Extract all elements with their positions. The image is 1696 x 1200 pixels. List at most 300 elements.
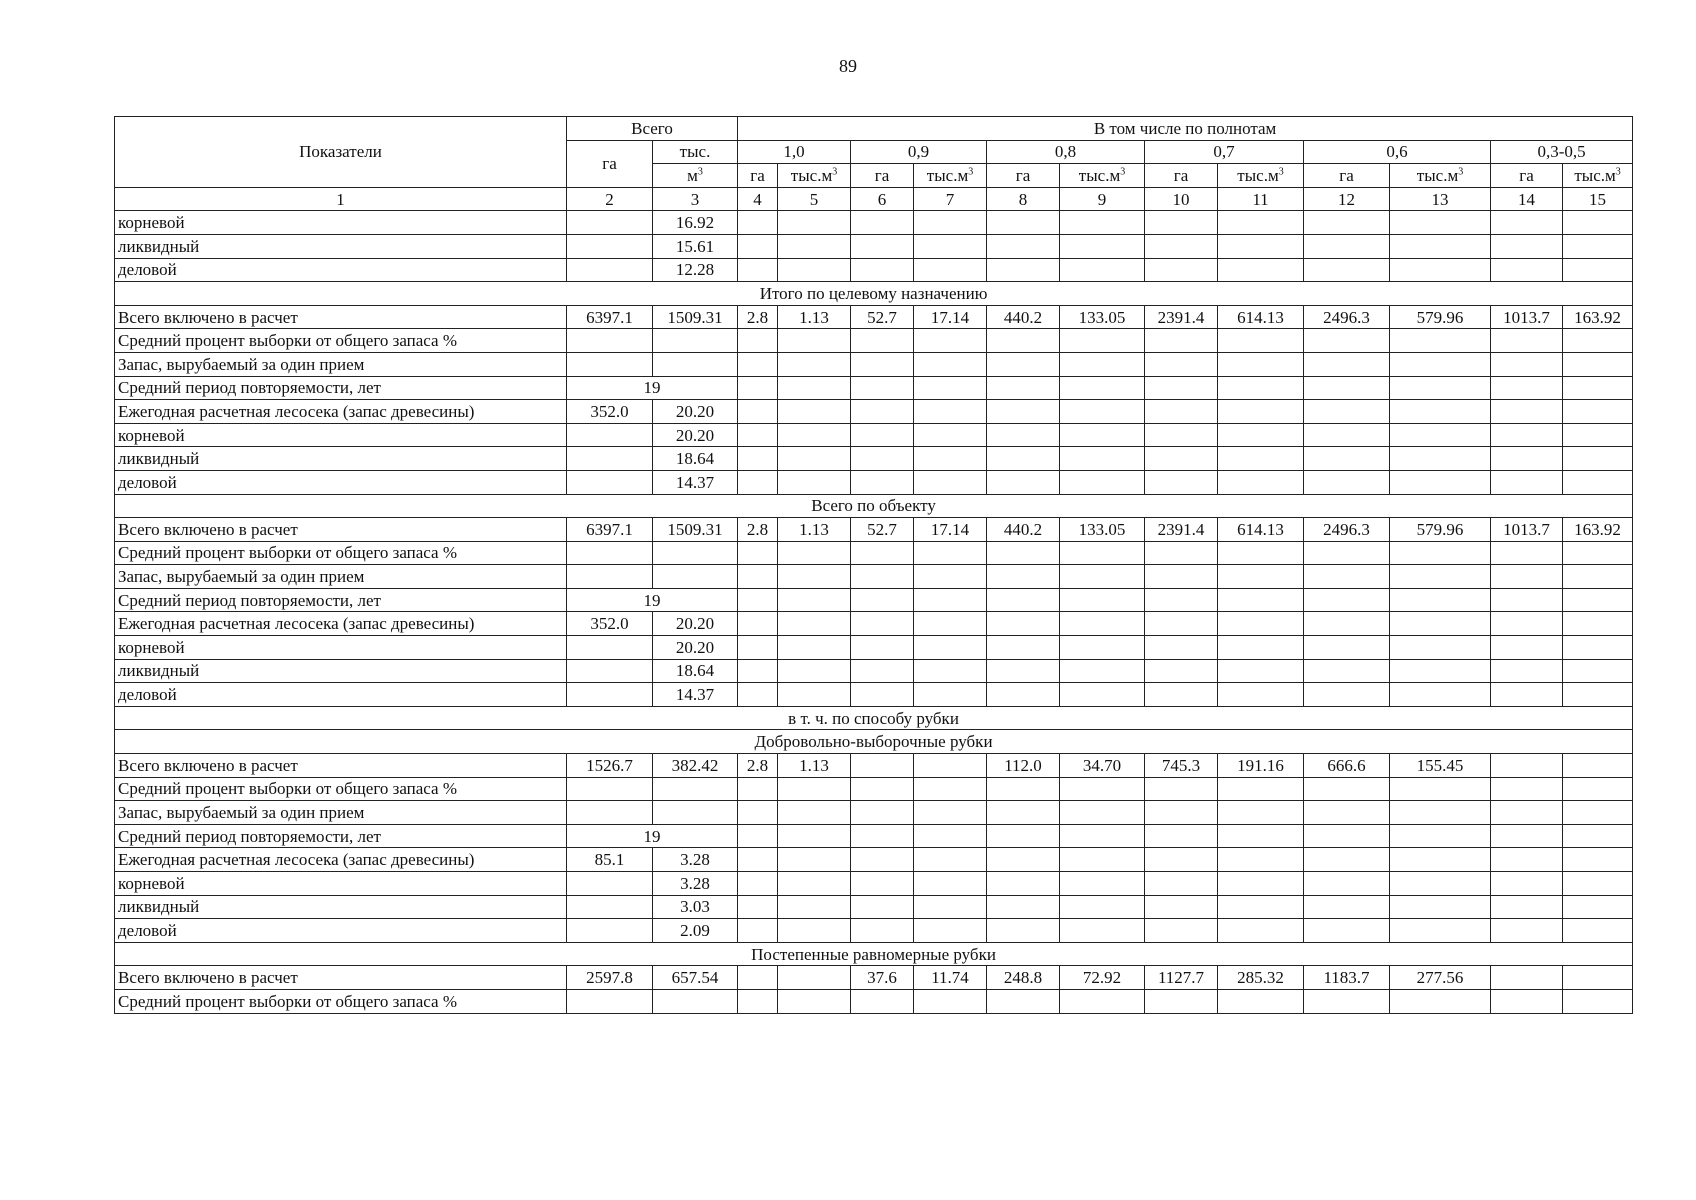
table-cell (851, 541, 914, 565)
table-cell (987, 470, 1060, 494)
table-cell (1218, 470, 1304, 494)
section-heading: Итого по целевому назначению (115, 282, 1633, 306)
table-cell (567, 919, 653, 943)
table-row (115, 305, 1633, 329)
table-cell: 14.37 (653, 470, 738, 494)
table-cell (1491, 824, 1563, 848)
table-cell (1304, 612, 1390, 636)
table-cell (1563, 989, 1633, 1013)
table-cell (914, 895, 987, 919)
table-cell (1060, 258, 1145, 282)
table-row (115, 494, 1633, 518)
table-cell: 277.56 (1390, 966, 1491, 990)
table-cell (987, 376, 1060, 400)
table-cell (1390, 683, 1491, 707)
table-row (115, 895, 1633, 919)
table-cell (1304, 588, 1390, 612)
header-indicators: Показатели (115, 117, 567, 188)
row-label: Средний процент выборки от общего запаса % (115, 777, 567, 801)
table-cell (567, 258, 653, 282)
table-cell (1304, 423, 1390, 447)
table-cell (851, 588, 914, 612)
table-cell (1491, 211, 1563, 235)
row-label: Средний процент выборки от общего запаса % (115, 989, 567, 1013)
table-cell (914, 376, 987, 400)
table-cell (914, 848, 987, 872)
table-row (115, 588, 1633, 612)
table-cell (738, 329, 778, 353)
table-cell (1218, 258, 1304, 282)
table-cell (567, 470, 653, 494)
table-cell (567, 234, 653, 258)
table-row (115, 329, 1633, 353)
table-row (115, 636, 1633, 660)
table-cell (1304, 329, 1390, 353)
table-cell (1145, 258, 1218, 282)
table-cell (738, 211, 778, 235)
table-cell (1563, 234, 1633, 258)
table-cell (1563, 541, 1633, 565)
table-cell (851, 447, 914, 471)
row-label: деловой (115, 919, 567, 943)
table-cell (778, 777, 851, 801)
table-cell: 72.92 (1060, 966, 1145, 990)
table-cell (914, 234, 987, 258)
table-cell (1145, 588, 1218, 612)
table-cell: 37.6 (851, 966, 914, 990)
table-row (115, 683, 1633, 707)
table-cell (1304, 872, 1390, 896)
table-cell (1563, 872, 1633, 896)
table-cell (1491, 636, 1563, 660)
table-cell: 440.2 (987, 518, 1060, 542)
table-cell (1563, 423, 1633, 447)
table-cell: 155.45 (1390, 754, 1491, 778)
table-cell (1218, 447, 1304, 471)
table-cell (1145, 801, 1218, 825)
table-cell (653, 989, 738, 1013)
table-cell (567, 447, 653, 471)
table-cell (1390, 895, 1491, 919)
table-row (115, 942, 1633, 966)
table-cell (1304, 376, 1390, 400)
table-cell (738, 872, 778, 896)
table-row (115, 824, 1633, 848)
table-cell (1145, 919, 1218, 943)
table-cell (1218, 565, 1304, 589)
row-label: ликвидный (115, 234, 567, 258)
table-cell (1304, 470, 1390, 494)
table-cell (1390, 211, 1491, 235)
table-cell (778, 329, 851, 353)
table-cell (987, 352, 1060, 376)
table-cell (1390, 989, 1491, 1013)
table-cell (1145, 234, 1218, 258)
column-number: 1 (115, 187, 567, 211)
table-cell (738, 258, 778, 282)
table-cell (1060, 376, 1145, 400)
table-cell (851, 234, 914, 258)
table-cell: 18.64 (653, 447, 738, 471)
table-cell (1563, 777, 1633, 801)
table-cell: 614.13 (1218, 518, 1304, 542)
table-cell (778, 659, 851, 683)
table-cell (851, 565, 914, 589)
table-cell (914, 872, 987, 896)
row-label: Ежегодная расчетная лесосека (запас древесины) (115, 612, 567, 636)
table-cell (1304, 258, 1390, 282)
table-cell (1563, 919, 1633, 943)
table-cell (914, 565, 987, 589)
table-row (115, 730, 1633, 754)
table-cell (738, 470, 778, 494)
table-cell (914, 541, 987, 565)
table-cell (778, 989, 851, 1013)
table-cell (1491, 848, 1563, 872)
table-cell (1304, 801, 1390, 825)
table-row (115, 470, 1633, 494)
column-number: 15 (1563, 187, 1633, 211)
table-cell (778, 376, 851, 400)
header-unit-tys-m3: $тыс.м^3$ (914, 164, 987, 188)
table-cell (1304, 447, 1390, 471)
table-cell: 2496.3 (1304, 305, 1390, 329)
table-cell (1304, 895, 1390, 919)
table-cell (1390, 329, 1491, 353)
table-cell (738, 919, 778, 943)
table-cell (1304, 659, 1390, 683)
table-row (115, 234, 1633, 258)
row-label: Средний период повторяемости, лет (115, 376, 567, 400)
table-cell: 15.61 (653, 234, 738, 258)
row-label: деловой (115, 258, 567, 282)
table-cell (987, 329, 1060, 353)
page-number: 89 (839, 56, 857, 76)
header-density: 1,0 (738, 140, 851, 164)
table-cell (738, 966, 778, 990)
table-cell (914, 636, 987, 660)
table-cell (987, 777, 1060, 801)
table-cell (1304, 234, 1390, 258)
table-cell (987, 659, 1060, 683)
table-cell (1060, 989, 1145, 1013)
table-cell (567, 211, 653, 235)
table-cell: 2.8 (738, 305, 778, 329)
table-cell (778, 966, 851, 990)
table-cell (1491, 423, 1563, 447)
table-cell: 11.74 (914, 966, 987, 990)
column-number: 9 (1060, 187, 1145, 211)
table-cell (653, 777, 738, 801)
table-cell (1060, 872, 1145, 896)
header-unit-tys-m3: $тыс.м^3$ (1563, 164, 1633, 188)
row-label: Запас, вырубаемый за один прием (115, 801, 567, 825)
table-cell (1491, 400, 1563, 424)
table-cell (1390, 352, 1491, 376)
table-cell: 1013.7 (1491, 518, 1563, 542)
table-cell (1390, 777, 1491, 801)
table-cell (851, 754, 914, 778)
table-cell (567, 565, 653, 589)
table-cell (1563, 352, 1633, 376)
header-unit-tys-m3: $тыс.м^3$ (778, 164, 851, 188)
table-cell (567, 872, 653, 896)
table-row (115, 400, 1633, 424)
table-cell (1563, 470, 1633, 494)
table-cell (987, 612, 1060, 636)
header-density: 0,9 (851, 140, 987, 164)
table-cell: 2597.8 (567, 966, 653, 990)
table-cell (738, 234, 778, 258)
table-cell (987, 919, 1060, 943)
table-cell (1491, 754, 1563, 778)
table-cell (1218, 989, 1304, 1013)
table-cell (914, 588, 987, 612)
row-label: Средний период повторяемости, лет (115, 824, 567, 848)
table-cell (914, 754, 987, 778)
row-label: корневой (115, 423, 567, 447)
table-cell (1491, 872, 1563, 896)
table-cell (851, 895, 914, 919)
table-cell (1060, 895, 1145, 919)
row-label: деловой (115, 470, 567, 494)
table-cell: 20.20 (653, 400, 738, 424)
column-number: 3 (653, 187, 738, 211)
table-cell (778, 848, 851, 872)
table-row (115, 919, 1633, 943)
table-cell (1304, 400, 1390, 424)
table-cell (987, 848, 1060, 872)
table-cell: 3.28 (653, 848, 738, 872)
table-cell (851, 329, 914, 353)
table-cell (1390, 258, 1491, 282)
table-cell (1218, 352, 1304, 376)
header-unit-ga: га (851, 164, 914, 188)
table-cell (567, 541, 653, 565)
table-cell (567, 989, 653, 1013)
table-cell: 20.20 (653, 636, 738, 660)
table-cell (738, 400, 778, 424)
table-cell (738, 683, 778, 707)
table-cell: 2.8 (738, 754, 778, 778)
table-cell: 1.13 (778, 518, 851, 542)
table-cell (1218, 541, 1304, 565)
column-number: 6 (851, 187, 914, 211)
table-cell (1145, 777, 1218, 801)
table-row (115, 966, 1633, 990)
table-cell (778, 919, 851, 943)
table-cell (1060, 470, 1145, 494)
table-cell (851, 848, 914, 872)
table-cell (914, 400, 987, 424)
column-number: 7 (914, 187, 987, 211)
table-cell (914, 683, 987, 707)
row-label: Запас, вырубаемый за один прием (115, 565, 567, 589)
table-cell (987, 423, 1060, 447)
table-cell: 163.92 (1563, 305, 1633, 329)
table-cell (738, 895, 778, 919)
table-cell (778, 258, 851, 282)
table-cell (987, 211, 1060, 235)
table-cell (653, 801, 738, 825)
table-cell (738, 612, 778, 636)
table-cell (914, 919, 987, 943)
header-unit-tys-m3: $тыс.м^3$ (1218, 164, 1304, 188)
table-cell (1060, 801, 1145, 825)
table-cell (987, 447, 1060, 471)
table-cell: 52.7 (851, 305, 914, 329)
table-cell: 133.05 (1060, 305, 1145, 329)
table-cell (851, 352, 914, 376)
table-cell (1491, 801, 1563, 825)
row-label: Всего включено в расчет (115, 754, 567, 778)
table-cell (914, 352, 987, 376)
table-cell (1218, 895, 1304, 919)
table-cell: 34.70 (1060, 754, 1145, 778)
table-cell (1491, 234, 1563, 258)
header-by-density: В том числе по полнотам (738, 117, 1633, 141)
section-heading: Всего по объекту (115, 494, 1633, 518)
table-cell: 1013.7 (1491, 305, 1563, 329)
table-cell: 382.42 (653, 754, 738, 778)
header-unit-ga: га (1145, 164, 1218, 188)
table-cell (1390, 565, 1491, 589)
row-label: деловой (115, 683, 567, 707)
table-cell (1060, 612, 1145, 636)
table-cell (1145, 400, 1218, 424)
table-cell: 614.13 (1218, 305, 1304, 329)
table-cell (987, 565, 1060, 589)
section-heading: Добровольно-выборочные рубки (115, 730, 1633, 754)
period-value: 19 (567, 376, 738, 400)
table-cell (1218, 234, 1304, 258)
table-cell (1491, 541, 1563, 565)
table-cell (851, 989, 914, 1013)
table-cell (851, 400, 914, 424)
table-cell (851, 872, 914, 896)
table-cell (914, 258, 987, 282)
table-row (115, 872, 1633, 896)
table-cell: 285.32 (1218, 966, 1304, 990)
column-number: 10 (1145, 187, 1218, 211)
header-density: 0,8 (987, 140, 1145, 164)
table-cell (738, 423, 778, 447)
table-cell (1491, 376, 1563, 400)
table-cell (1563, 659, 1633, 683)
table-cell (1145, 683, 1218, 707)
row-label: ликвидный (115, 895, 567, 919)
table-cell (1563, 848, 1633, 872)
table-cell (1390, 801, 1491, 825)
table-row (115, 423, 1633, 447)
header-unit-tys-m3: $тыс.м^3$ (1060, 164, 1145, 188)
table-row (115, 447, 1633, 471)
table-cell: 163.92 (1563, 518, 1633, 542)
table-cell (1390, 872, 1491, 896)
table-cell (567, 683, 653, 707)
table-cell (738, 801, 778, 825)
table-cell (1390, 541, 1491, 565)
table-cell (567, 329, 653, 353)
table-cell (1218, 423, 1304, 447)
table-cell (1145, 447, 1218, 471)
table-cell (1145, 636, 1218, 660)
table-cell (1145, 659, 1218, 683)
column-number: 8 (987, 187, 1060, 211)
column-number: 11 (1218, 187, 1304, 211)
column-number: 12 (1304, 187, 1390, 211)
table-cell: 6397.1 (567, 305, 653, 329)
column-number: 5 (778, 187, 851, 211)
table-cell (987, 895, 1060, 919)
header-unit-tys-m3: $тыс.м^3$ (1390, 164, 1491, 188)
header-total-ga: га (567, 140, 653, 187)
table-cell: 1127.7 (1145, 966, 1218, 990)
table-row (115, 376, 1633, 400)
header-density: 0,7 (1145, 140, 1304, 164)
table-cell (1390, 423, 1491, 447)
table-cell (1390, 588, 1491, 612)
table-cell (1145, 423, 1218, 447)
table-cell (778, 400, 851, 424)
table-cell (1304, 541, 1390, 565)
row-label: Всего включено в расчет (115, 518, 567, 542)
table-cell (567, 636, 653, 660)
table-cell: 666.6 (1304, 754, 1390, 778)
header-unit-ga: га (1304, 164, 1390, 188)
table-cell (1060, 211, 1145, 235)
table-cell (1563, 329, 1633, 353)
table-cell (738, 848, 778, 872)
table-cell (914, 659, 987, 683)
header-density: 0,6 (1304, 140, 1491, 164)
table-cell (1491, 895, 1563, 919)
table-cell (1218, 588, 1304, 612)
table-cell (914, 612, 987, 636)
table-cell (778, 872, 851, 896)
table-cell: 2.09 (653, 919, 738, 943)
row-label: Всего включено в расчет (115, 966, 567, 990)
table-cell (1304, 211, 1390, 235)
table-cell: 16.92 (653, 211, 738, 235)
table-cell (1563, 376, 1633, 400)
table-cell (778, 470, 851, 494)
table-cell: 2.8 (738, 518, 778, 542)
table-cell: 352.0 (567, 612, 653, 636)
table-cell (738, 565, 778, 589)
table-cell: 2391.4 (1145, 518, 1218, 542)
table-cell (1491, 683, 1563, 707)
table-cell (567, 659, 653, 683)
table-cell (1145, 541, 1218, 565)
table-cell (567, 801, 653, 825)
table-row (115, 989, 1633, 1013)
table-cell (1145, 824, 1218, 848)
table-cell (567, 895, 653, 919)
forest-table (114, 116, 1633, 1014)
table-cell (914, 989, 987, 1013)
row-label: корневой (115, 636, 567, 660)
table-cell (1491, 659, 1563, 683)
table-cell (653, 329, 738, 353)
table-cell (1060, 777, 1145, 801)
section-heading: в т. ч. по способу рубки (115, 706, 1633, 730)
table-cell (914, 470, 987, 494)
row-label: Средний процент выборки от общего запаса % (115, 541, 567, 565)
row-label: Ежегодная расчетная лесосека (запас древесины) (115, 400, 567, 424)
table-cell (1145, 352, 1218, 376)
table-cell: 112.0 (987, 754, 1060, 778)
